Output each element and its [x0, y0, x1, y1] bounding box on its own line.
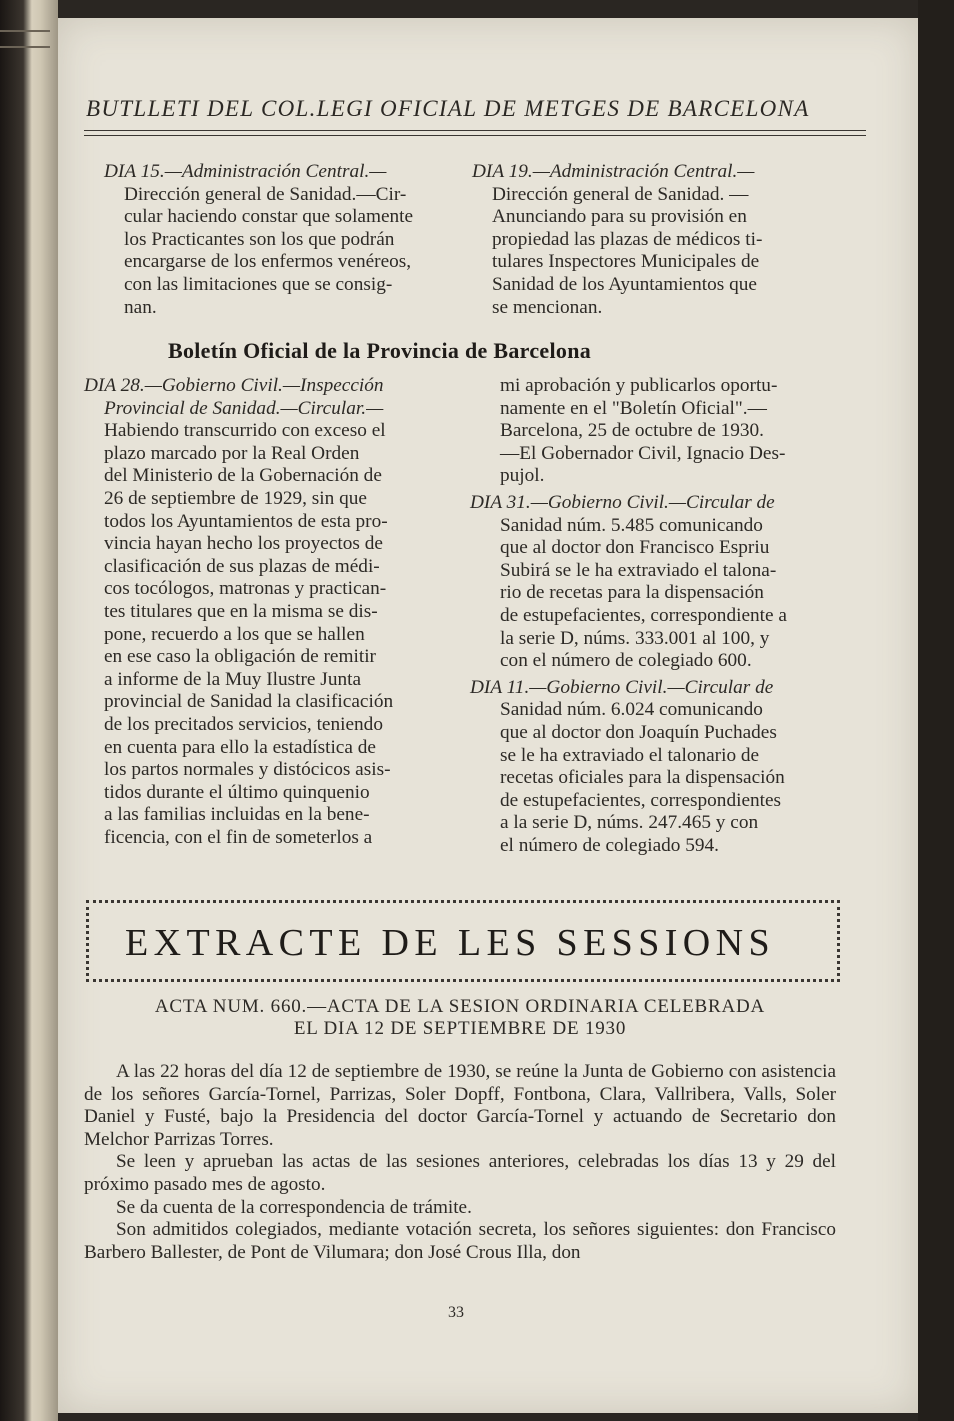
- text-line: con las limitaciones que se consig-: [124, 273, 393, 295]
- text-line: se le ha extraviado el talonario de: [500, 744, 760, 766]
- text-line: Barcelona, 25 de octubre de 1930.: [500, 420, 764, 442]
- text-line: tes titulares que en la misma se dis-: [104, 600, 378, 622]
- text-line: clasificación de sus plazas de médi-: [104, 555, 380, 577]
- acta-paragraph: A las 22 horas del día 12 de septiembre de 1930, se reúne la Junta de Gobierno con asistencia de los señores García-Tornel, Parrizas, Soler Dopff, Fontbona, Clara, Vallribera, Valls, Soler Daniel y Fusté, bajo la Presidencia del doctor García-Tornel y actuando de Secretario don Melchor Parrizas Torres.: [84, 1061, 836, 1150]
- text-line: con el número de colegiado 600.: [500, 650, 752, 672]
- page-number: 33: [448, 1304, 464, 1321]
- text-line: en cuenta para ello la estadística de: [104, 736, 376, 758]
- text-line: en ese caso la obligación de remitir: [104, 646, 376, 668]
- text-line: rio de recetas para la dispensación: [500, 582, 764, 604]
- text-line: todos los Ayuntamientos de esta pro-: [104, 510, 388, 532]
- text-line: el número de colegiado 594.: [500, 834, 719, 856]
- text-line: DIA 31.—Gobierno Civil.—Circular de: [470, 491, 775, 513]
- spine-lines: [0, 30, 50, 48]
- text-line: de estupefacientes, correspondiente a: [500, 604, 787, 626]
- text-line: Subirá se le ha extraviado el talona-: [500, 559, 777, 581]
- text-line: de los precitados servicios, teniendo: [104, 713, 383, 735]
- text-line: los partos normales y distócicos asis-: [104, 759, 391, 781]
- entry-heading: DIA 19.—Administración Central.—: [472, 161, 755, 182]
- text-line: DIA 11.—Gobierno Civil.—Circular de: [470, 676, 774, 698]
- text-line: encargarse de los enfermos venéreos,: [124, 251, 412, 273]
- text-line: de estupefacientes, correspondientes: [500, 789, 782, 811]
- entry-heading-cont: Provincial de Sanidad.—Circular.—: [104, 397, 384, 419]
- book-spine-edge: [0, 0, 58, 1421]
- document-page: [58, 18, 918, 1413]
- text-line: propiedad las plazas de médicos ti-: [492, 228, 763, 250]
- entry-heading: DIA 15.—Administración Central.—: [104, 161, 387, 182]
- acta-heading-line1: ACTA NUM. 660.—ACTA DE LA SESION ORDINARIA CELEBRADA: [154, 996, 766, 1017]
- header-rule-2: [84, 135, 866, 136]
- background-edge: [918, 0, 954, 1421]
- text-line: provincial de Sanidad la clasificación: [104, 691, 394, 713]
- entry-body: [472, 184, 838, 320]
- acta-heading: [84, 996, 836, 1040]
- entry-heading: DIA 28.—Gobierno Civil.—Inspección: [84, 375, 384, 396]
- text-line: a la serie D, núms. 247.465 y con: [500, 812, 759, 834]
- text-line: pujol.: [500, 465, 545, 487]
- text-line: cos tocólogos, matronas y practican-: [104, 578, 387, 600]
- text-line: namente en el "Boletín Oficial".—: [500, 397, 767, 419]
- text-line: Sanidad núm. 5.485 comunicando: [500, 514, 763, 536]
- sessions-title-box: [86, 900, 840, 982]
- running-header: BUTLLETI DEL COL.LEGI OFICIAL DE METGES DE BARCELONA: [86, 96, 810, 121]
- entry-body: [104, 184, 444, 320]
- section-heading-boletin: Boletín Oficial de la Provincia de Barcelona: [168, 338, 592, 363]
- text-line: Sanidad de los Ayuntamientos que: [492, 273, 757, 295]
- entry-body: [470, 375, 840, 857]
- text-line: Habiendo transcurrido con exceso el: [104, 420, 386, 442]
- acta-paragraph: Se da cuenta de la correspondencia de trámite.: [116, 1196, 472, 1218]
- text-line: pone, recuerdo a los que se hallen: [104, 623, 365, 645]
- text-line: —El Gobernador Civil, Ignacio Des-: [500, 442, 786, 464]
- acta-body: [84, 1061, 836, 1264]
- text-line: plazo marcado por la Real Orden: [104, 442, 360, 464]
- text-line: Dirección general de Sanidad. —: [492, 183, 749, 205]
- text-line: se mencionan.: [492, 296, 603, 318]
- acta-paragraph: Son admitidos colegiados, mediante votación secreta, los señores siguientes: don Francisco Barbero Ballester, de Pont de Vilumara; don José Crous Illa, don: [84, 1219, 836, 1263]
- text-line: Sanidad núm. 6.024 comunicando: [500, 699, 763, 721]
- text-line: que al doctor don Francisco Espriu: [500, 537, 770, 559]
- text-line: mi aprobación y publicarlos oportu-: [500, 375, 778, 396]
- text-line: recetas oficiales para la dispensación: [500, 767, 785, 789]
- entry-body: [84, 420, 444, 849]
- text-line: tidos durante el último quinquenio: [104, 781, 370, 803]
- text-line: cular haciendo constar que solamente: [124, 206, 414, 228]
- text-line: Dirección general de Sanidad.—Cir-: [124, 183, 407, 205]
- text-line: nan.: [124, 296, 157, 318]
- entry-dia-19: [472, 161, 838, 319]
- text-line: los Practicantes son los que podrán: [124, 228, 395, 250]
- text-line: que al doctor don Joaquín Puchades: [500, 721, 777, 743]
- boletin-right-column: [470, 375, 840, 857]
- text-line: tulares Inspectores Municipales de: [492, 251, 760, 273]
- text-line: ficencia, con el fin de someterlos a: [104, 826, 373, 848]
- text-line: la serie D, núms. 333.001 al 100, y: [500, 627, 770, 649]
- entry-dia-28: [84, 375, 444, 849]
- text-line: a las familias incluidas en la bene-: [104, 804, 370, 826]
- entry-dia-15: [104, 161, 444, 319]
- header-rule: [84, 130, 866, 131]
- text-line: del Ministerio de la Gobernación de: [104, 465, 382, 487]
- acta-heading-line2: EL DIA 12 DE SEPTIEMBRE DE 1930: [293, 1018, 627, 1039]
- acta-paragraph: Se leen y aprueban las actas de las sesiones anteriores, celebradas los días 13 y 29 del próximo pasado mes de agosto.: [84, 1151, 836, 1195]
- text-line: Anunciando para su provisión en: [492, 206, 747, 228]
- text-line: vincia hayan hecho los proyectos de: [104, 533, 383, 555]
- text-line: a informe de la Muy Ilustre Junta: [104, 668, 362, 690]
- text-line: 26 de septiembre de 1929, sin que: [104, 487, 367, 509]
- sessions-title: EXTRACTE DE LES SESSIONS: [125, 922, 776, 964]
